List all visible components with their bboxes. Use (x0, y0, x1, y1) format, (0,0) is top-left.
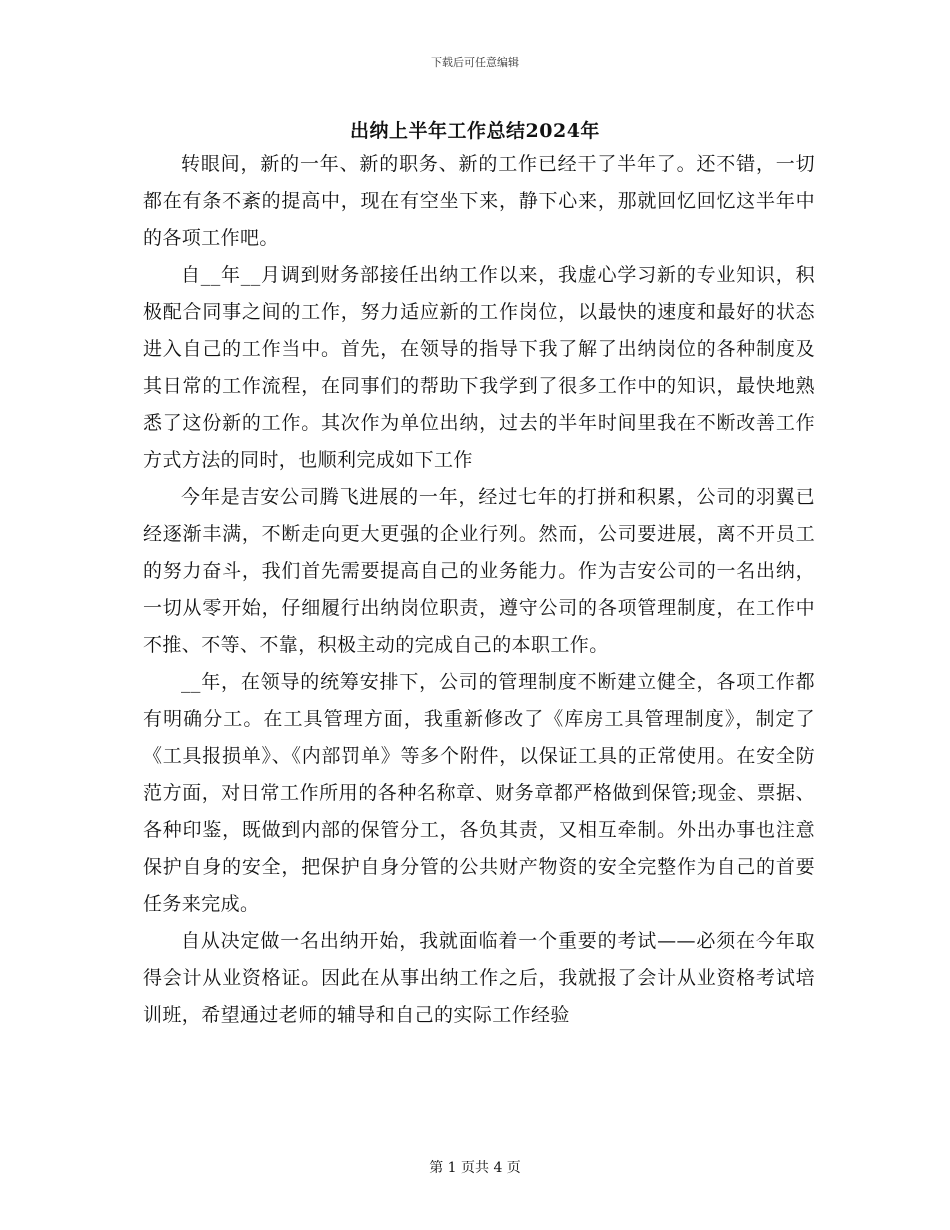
paragraph: 转眼间，新的一年、新的职务、新的工作已经干了半年了。还不错，一切都在有条不紊的提高中，现在有空坐下来，静下心来，那就回忆回忆这半年中的各项工作吧。 (143, 153, 815, 249)
header-note: 下载后可任意编辑 (431, 56, 519, 69)
document-body (143, 146, 815, 1034)
paragraph: __年，在领导的统筹安排下，公司的管理制度不断建立健全，各项工作都有明确分工。在工具管理方面，我重新修改了《库房工具管理制度》，制定了《工具报损单》、《内部罚单》等多个附件，以保证工具的正常使用。在安全防范方面，对日常工作所用的各种名称章、财务章都严格做到保管;现金、票据、各种印鉴，既做到内部的保管分工，各负其责，又相互牵制。外出办事也注意保护自身的安全，把保护自身分管的公共财产物资的安全完整作为自己的首要任务来完成。 (143, 671, 815, 915)
paragraph: 自从决定做一名出纳开始，我就面临着一个重要的考试——必须在今年取得会计从业资格证。因此在从事出纳工作之后，我就报了会计从业资格考试培训班，希望通过老师的辅导和自己的实际工作经验 (143, 930, 815, 1026)
page-footer: 第 1 页共 4 页 (429, 1160, 521, 1176)
paragraph: 今年是吉安公司腾飞进展的一年，经过七年的打拼和积累，公司的羽翼已经逐渐丰满，不断走向更大更强的企业行列。然而，公司要进展，离不开员工的努力奋斗，我们首先需要提高自己的业务能力。作为吉安公司的一名出纳，一切从零开始，仔细履行出纳岗位职责，遵守公司的各项管理制度，在工作中不推、不等、不靠，积极主动的完成自己的本职工作。 (143, 486, 815, 656)
paragraph: 自__年__月调到财务部接任出纳工作以来，我虚心学习新的专业知识，积极配合同事之间的工作，努力适应新的工作岗位，以最快的速度和最好的状态进入自己的工作当中。首先，在领导的指导下我了解了出纳岗位的各种制度及其日常的工作流程，在同事们的帮助下我学到了很多工作中的知识，最快地熟悉了这份新的工作。其次作为单位出纳，过去的半年时间里我在不断改善工作方式方法的同时，也顺利完成如下工作 (143, 264, 815, 471)
document-title: 出纳上半年工作总结2024年 (350, 120, 600, 142)
